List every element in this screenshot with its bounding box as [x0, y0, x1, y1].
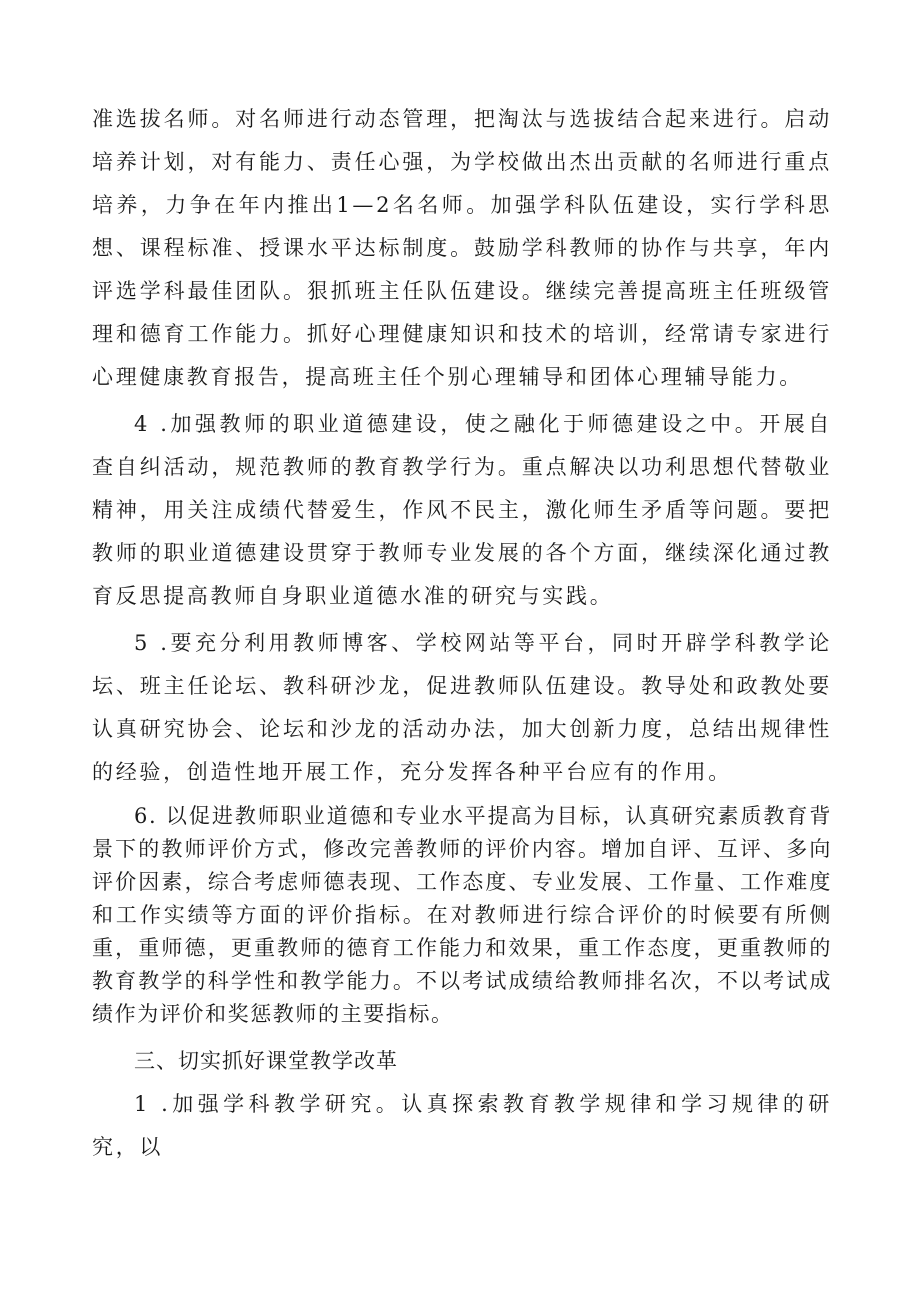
document-page [92, 98, 832, 1169]
paragraph-item-5: 5 .要充分利用教师博客、学校网站等平台，同时开辟学科教学论坛、班主任论坛、教科研沙龙，促进教师队伍建设。教导处和政教处要认真研究协会、论坛和沙龙的活动办法，加大创新力度，总结出规律性的经验，创造性地开展工作，充分发挥各种平台应有的作用。 [92, 631, 832, 784]
paragraph-item-6: 6. 以促进教师职业道德和专业水平提高为目标，认真研究素质教育背景下的教师评价方式，修改完善教师的评价内容。增加自评、互评、多向评价因素，综合考虑师德表现、工作态度、专业发展、工作量、工作难度和工作实绩等方面的评价指标。在对教师进行综合评价的时候要有所侧重，重师德，更重教师的德育工作能力和效果，重工作态度，更重教师的教育教学的科学性和教学能力。不以考试成绩给教师排名次，不以考试成绩作为评价和奖惩教师的主要指标。 [92, 804, 832, 1026]
paragraph-continuation: 准选拔名师。对名师进行动态管理，把淘汰与选拔结合起来进行。启动培养计划，对有能力、责任心强，为学校做出杰出贡献的名师进行重点培养，力争在年内推出1—2名名师。加强学科队伍建设，实行学科思想、课程标准、授课水平达标制度。鼓励学科教师的协作与共享，年内评选学科最佳团队。狠抓班主任队伍建设。继续完善提高班主任班级管理和德育工作能力。抓好心理健康知识和技术的培训，经常请专家进行心理健康教育报告，提高班主任个别心理辅导和团体心理辅导能力。 [92, 107, 832, 389]
paragraph-section-3-item-1: 1 .加强学科教学研究。认真探索教育教学规律和学习规律的研究，以 [92, 1092, 832, 1159]
paragraph-item-4: 4 .加强教师的职业道德建设，使之融化于师德建设之中。开展自查自纠活动，规范教师的教育教学行为。重点解决以功利思想代替敬业精神，用关注成绩代替爱生，作风不民主，激化师生矛盾等问题。要把教师的职业道德建设贯穿于教师专业发展的各个方面，继续深化通过教育反思提高教师自身职业道德水准的研究与实践。 [92, 412, 832, 608]
section-heading: 三、切实抓好课堂教学改革 [134, 1049, 398, 1073]
